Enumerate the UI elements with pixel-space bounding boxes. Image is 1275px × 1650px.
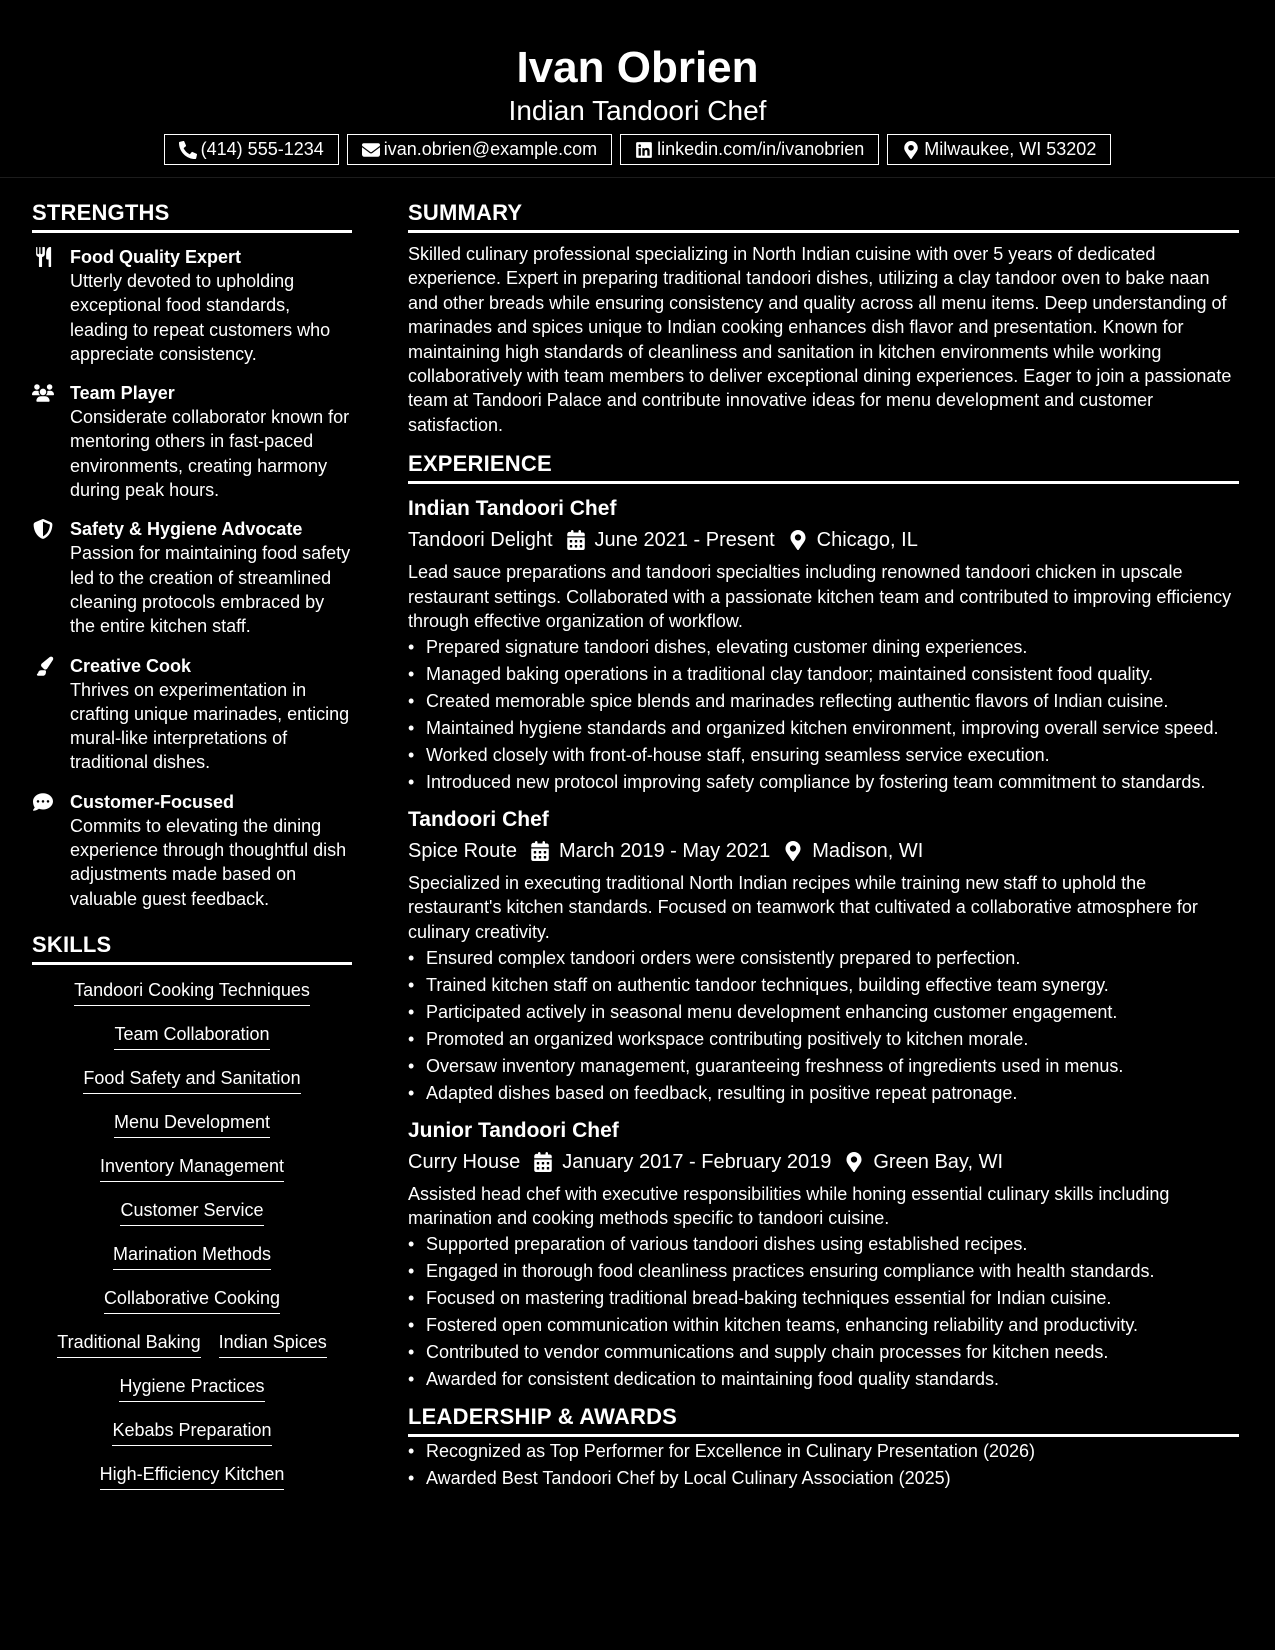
skill-tag: Food Safety and Sanitation — [83, 1066, 300, 1094]
location-icon — [845, 1152, 863, 1172]
linkedin-icon — [635, 141, 653, 159]
job-meta — [408, 837, 1239, 865]
comment-icon — [32, 792, 54, 812]
award-item: • Awarded Best Tandoori Chef by Local Culinary Association (2025) — [408, 1466, 1239, 1490]
job-description: Assisted head chef with executive responsibilities while honing essential culinary skills including marination and cooking methods specific to tandoori cuisine. — [408, 1183, 1170, 1228]
job-bullet: • Engaged in thorough food cleanliness practices ensuring compliance with health standards. — [408, 1259, 1239, 1283]
job-location: Green Bay, WI — [873, 1150, 1003, 1173]
skill-tag: Menu Development — [114, 1110, 270, 1138]
job-dates: March 2019 - May 2021 — [558, 839, 771, 862]
candidate-title: Indian Tandoori Chef — [508, 95, 767, 126]
job-title: Tandoori Chef — [408, 807, 549, 831]
skill-tag: Collaborative Cooking — [104, 1286, 280, 1314]
strengths-list — [32, 245, 352, 911]
skill-tag: Customer Service — [120, 1198, 263, 1226]
job-company: Tandoori Delight — [408, 529, 553, 552]
skill-tag: Indian Spices — [219, 1330, 327, 1358]
phone-icon — [179, 141, 197, 159]
job-entry — [408, 495, 1239, 795]
contact-phone-text: (414) 555-1234 — [200, 139, 324, 159]
job-bullets — [408, 946, 1239, 1105]
job-bullet: • Managed baking operations in a traditional clay tandoor; maintained consistent food quality. — [408, 662, 1239, 686]
strength-item — [32, 245, 352, 366]
strength-desc: Considerate collaborator known for mentoring others in fast-paced environments, creating harmony during peak hours. — [70, 407, 350, 501]
skill-tag: Marination Methods — [113, 1242, 271, 1270]
left-column — [32, 178, 352, 1490]
skills-heading: SKILLS — [32, 926, 352, 965]
awards-list — [408, 1439, 1239, 1490]
award-item: • Recognized as Top Performer for Excellence in Culinary Presentation (2026) — [408, 1439, 1239, 1463]
job-description: Specialized in executing traditional North Indian recipes while training new staff to uphold the restaurant's kitchen standards. Focused on teamwork that cultivated a collaborative atmosphere for culinary creativity. — [408, 872, 1198, 942]
strength-name: Customer-Focused — [70, 791, 235, 812]
right-column — [408, 178, 1239, 1493]
strength-name: Team Player — [70, 383, 175, 404]
job-bullet: • Worked closely with front-of-house staff, ensuring seamless service execution. — [408, 743, 1239, 767]
skill-tag: Hygiene Practices — [119, 1374, 264, 1402]
contact-linkedin-text: linkedin.com/in/ivanobrien — [657, 139, 865, 159]
paintbrush-icon — [32, 656, 54, 676]
job-bullet: • Adapted dishes based on feedback, resulting in positive repeat patronage. — [408, 1081, 1239, 1105]
calendar-icon — [534, 1152, 552, 1172]
job-title: Junior Tandoori Chef — [408, 1118, 619, 1142]
location-icon — [784, 841, 802, 861]
skill-tag: Team Collaboration — [114, 1022, 269, 1050]
location-icon — [789, 530, 807, 550]
strength-item — [32, 654, 352, 775]
summary-heading: SUMMARY — [408, 178, 1239, 233]
job-company: Spice Route — [408, 839, 517, 862]
job-dates: June 2021 - Present — [594, 529, 775, 552]
job-location: Chicago, IL — [816, 529, 918, 552]
contact-email-text: ivan.obrien@example.com — [383, 139, 598, 159]
skill-tag: High-Efficiency Kitchen — [100, 1462, 285, 1490]
strength-desc: Passion for maintaining food safety led to the creation of streamlined cleaning protocols embraced by the entire kitchen staff. — [70, 543, 351, 637]
job-entry — [408, 806, 1239, 1106]
strength-desc: Thrives on experimentation in crafting unique marinades, enticing mural-like interpretations of traditional dishes. — [70, 679, 350, 773]
contact-location[interactable] — [887, 134, 1111, 165]
skills-list — [32, 978, 352, 1490]
location-icon — [902, 141, 920, 159]
shield-icon — [32, 519, 54, 539]
strength-item — [32, 517, 352, 638]
strength-item — [32, 790, 352, 911]
contact-phone[interactable] — [164, 134, 339, 165]
experience-heading: EXPERIENCE — [408, 437, 1239, 484]
job-bullet: • Introduced new protocol improving safety compliance by fostering team commitment to standards. — [408, 770, 1239, 794]
summary-text: Skilled culinary professional specializing in North Indian cuisine with over 5 years of dedicated experience. Expert in preparing traditional tandoori dishes, utilizing a clay tandoor oven to bake naan and other breads while ensuring consistency and quality across all menu items. Deep understanding of marinades and spices unique to Indian cooking enhances dish flavor and presentation. Known for maintaining high standards of cleanliness and sanitation in kitchen environments while working collaboratively with team members to deliver exceptional dining experiences. Eager to join a passionate team at Tandoori Palace and contribute innovative ideas for menu development and customer satisfaction. — [408, 244, 1232, 435]
candidate-name: Ivan Obrien — [516, 43, 759, 92]
utensils-icon — [32, 247, 54, 267]
job-bullet: • Awarded for consistent dedication to maintaining food quality standards. — [408, 1367, 1239, 1391]
contact-bar — [0, 134, 1275, 165]
users-icon — [32, 383, 54, 403]
calendar-icon — [531, 841, 549, 861]
calendar-icon — [567, 530, 585, 550]
job-bullet: • Maintained hygiene standards and organized kitchen environment, improving overall service speed. — [408, 716, 1239, 740]
contact-linkedin[interactable] — [620, 134, 879, 165]
job-bullets — [408, 1232, 1239, 1391]
strength-name: Safety & Hygiene Advocate — [70, 519, 303, 540]
resume-header — [0, 0, 1275, 178]
strength-item — [32, 381, 352, 502]
job-dates: January 2017 - February 2019 — [562, 1150, 832, 1173]
strength-name: Creative Cook — [70, 655, 192, 676]
job-bullet: • Participated actively in seasonal menu development enhancing customer engagement. — [408, 1000, 1239, 1024]
strength-name: Food Quality Expert — [70, 247, 242, 267]
job-bullet: • Prepared signature tandoori dishes, elevating customer dining experiences. — [408, 635, 1239, 659]
job-title: Indian Tandoori Chef — [408, 497, 617, 521]
job-meta — [408, 1148, 1239, 1176]
job-bullet: • Fostered open communication within kitchen teams, enhancing reliability and productivity. — [408, 1313, 1239, 1337]
strengths-heading: STRENGTHS — [32, 178, 352, 233]
job-bullets — [408, 635, 1239, 794]
strength-desc: Commits to elevating the dining experience through thoughtful dish adjustments made based on valuable guest feedback. — [70, 815, 347, 909]
job-bullet: • Ensured complex tandoori orders were consistently prepared to perfection. — [408, 946, 1239, 970]
job-location: Madison, WI — [812, 839, 924, 862]
job-bullet: • Focused on mastering traditional bread-baking techniques essential for Indian cuisine. — [408, 1286, 1239, 1310]
job-company: Curry House — [408, 1150, 521, 1173]
skill-tag: Traditional Baking — [57, 1330, 200, 1358]
job-description: Lead sauce preparations and tandoori specialties including renowned tandoori chicken in upscale restaurant settings. Collaborated with a passionate kitchen team and contributed to improving efficiency through effective organization of workflow. — [408, 562, 1232, 632]
contact-location-text: Milwaukee, WI 53202 — [924, 139, 1097, 159]
job-bullet: • Contributed to vendor communications and supply chain processes for kitchen needs. — [408, 1340, 1239, 1364]
job-bullet: • Oversaw inventory management, guaranteeing freshness of ingredients used in menus. — [408, 1054, 1239, 1078]
skill-tag: Inventory Management — [100, 1154, 284, 1182]
skill-tag: Kebabs Preparation — [112, 1418, 271, 1446]
email-icon — [362, 141, 380, 159]
job-bullet: • Supported preparation of various tandoori dishes using established recipes. — [408, 1232, 1239, 1256]
job-bullet: • Created memorable spice blends and marinades reflecting authentic flavors of Indian cuisine. — [408, 689, 1239, 713]
job-bullet: • Promoted an organized workspace contributing positively to kitchen morale. — [408, 1027, 1239, 1051]
job-bullet: • Trained kitchen staff on authentic tandoor techniques, building effective team synergy. — [408, 973, 1239, 997]
contact-email[interactable] — [347, 134, 612, 165]
job-entry — [408, 1117, 1239, 1392]
skill-tag: Tandoori Cooking Techniques — [74, 978, 310, 1006]
awards-heading: LEADERSHIP & AWARDS — [408, 1394, 1239, 1437]
job-meta — [408, 526, 1239, 554]
strength-desc: Utterly devoted to upholding exceptional food standards, leading to repeat customers who appreciate consistency. — [70, 271, 331, 364]
